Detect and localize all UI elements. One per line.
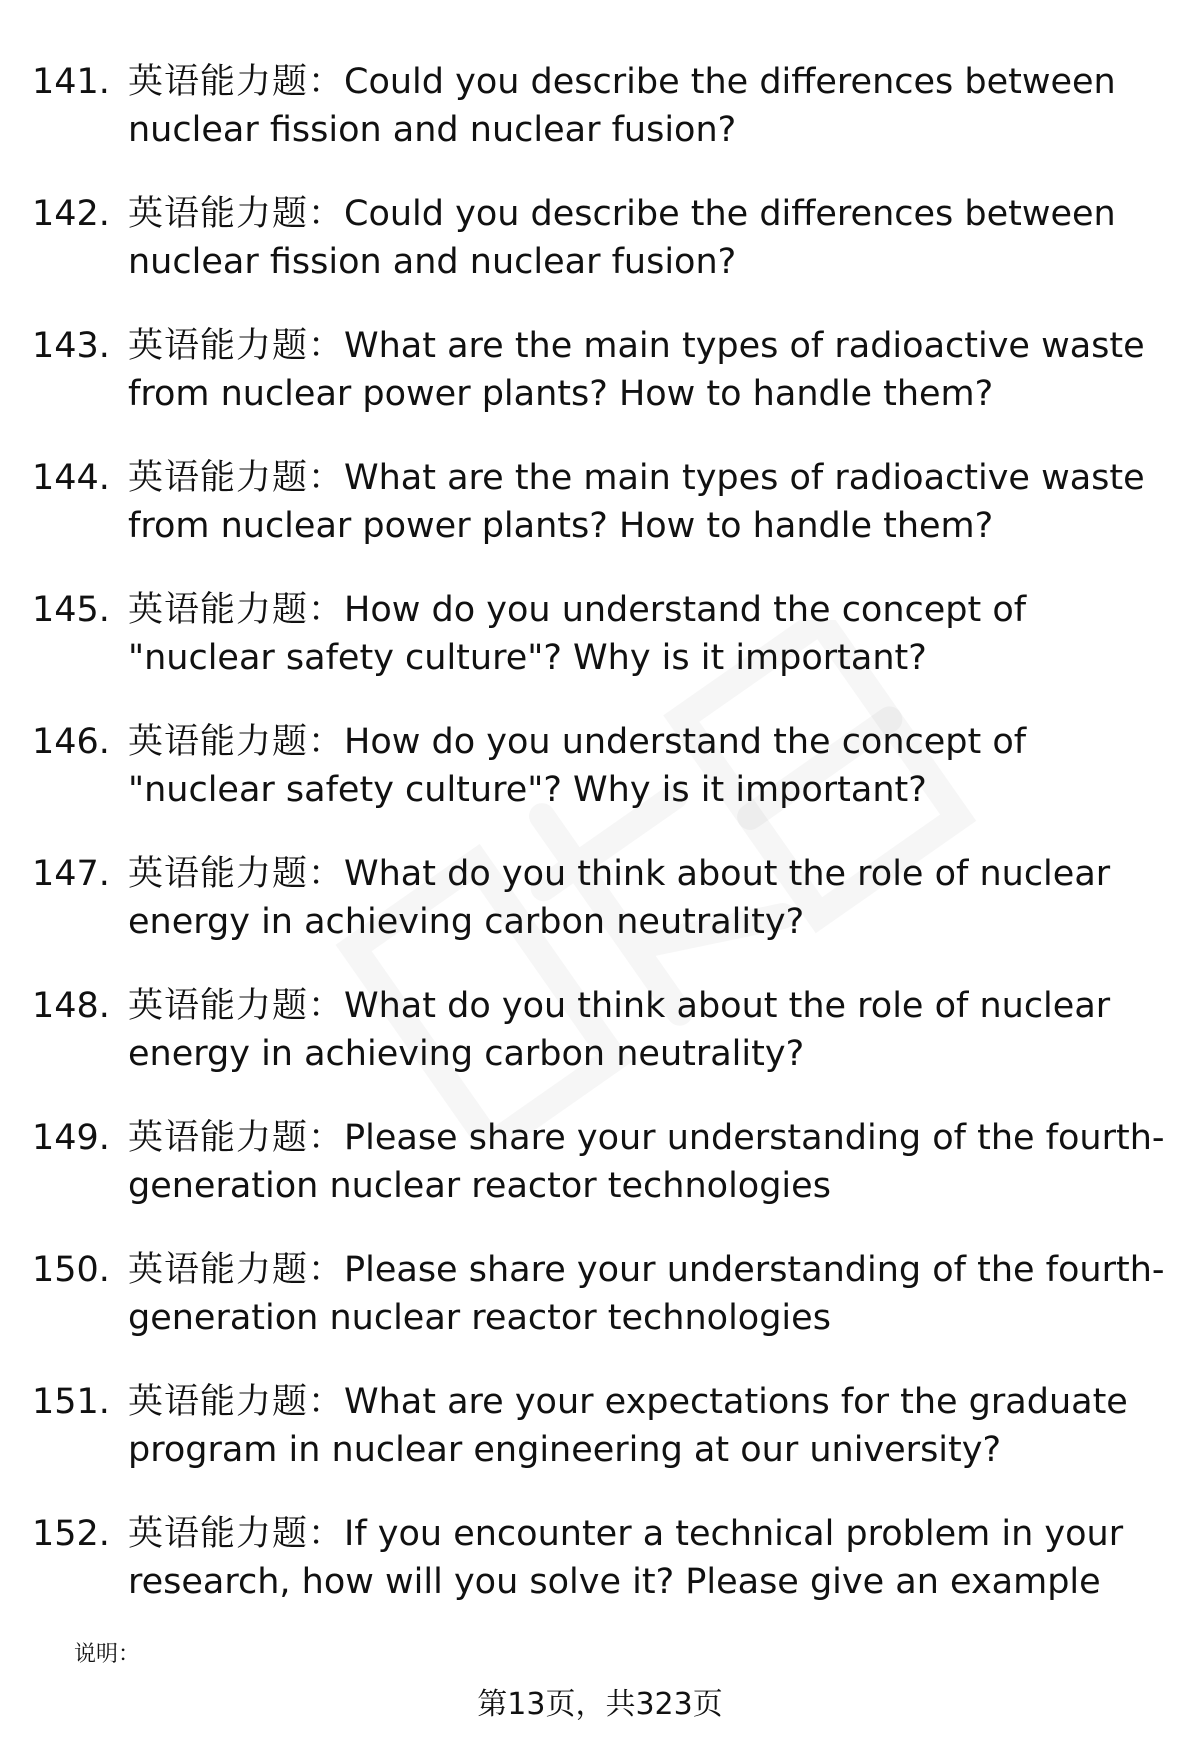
question-line-1 — [128, 850, 1168, 898]
question-label: 英语能力题： — [128, 854, 345, 894]
question-line-1-text: Please share your understanding of the fourth- — [344, 1118, 1165, 1158]
question-line-2: energy in achieving carbon neutrality? — [128, 902, 805, 942]
question-line-2: "nuclear safety culture"? Why is it important? — [128, 638, 927, 678]
question-label: 英语能力题： — [128, 986, 345, 1026]
question-number: 148. — [32, 986, 110, 1026]
question-line-1 — [128, 1510, 1168, 1558]
question-line-1-text: If you encounter a technical problem in your — [344, 1514, 1124, 1554]
page-number: 第13页，共323页 — [477, 1687, 723, 1722]
question-line-1 — [128, 586, 1168, 634]
question-text — [128, 1510, 1168, 1606]
question-label: 英语能力题： — [128, 1382, 345, 1422]
question-item — [0, 982, 1200, 1114]
question-label: 英语能力题： — [128, 1514, 345, 1554]
question-line-1-text: What are the main types of radioactive waste — [344, 458, 1145, 498]
question-line-2: research, how will you solve it? Please give an example — [128, 1562, 1101, 1602]
question-text — [128, 718, 1168, 814]
question-text — [128, 850, 1168, 946]
question-text — [128, 1378, 1168, 1474]
question-line-2: nuclear fission and nuclear fusion? — [128, 242, 737, 282]
question-line-2: program in nuclear engineering at our university? — [128, 1430, 1002, 1470]
question-text — [128, 190, 1168, 286]
question-list — [0, 58, 1200, 1642]
question-text — [128, 982, 1168, 1078]
question-line-1-text: What do you think about the role of nuclear — [344, 986, 1111, 1026]
question-line-1 — [128, 58, 1168, 106]
question-label: 英语能力题： — [128, 1250, 345, 1290]
question-line-1-text: Could you describe the differences between — [344, 194, 1116, 234]
question-item — [0, 322, 1200, 454]
question-number: 151. — [32, 1382, 110, 1422]
question-number: 141. — [32, 62, 110, 102]
question-item — [0, 1246, 1200, 1378]
question-line-2: generation nuclear reactor technologies — [128, 1166, 831, 1206]
question-line-2: generation nuclear reactor technologies — [128, 1298, 831, 1338]
question-line-1-text: Please share your understanding of the fourth- — [344, 1250, 1165, 1290]
question-text — [128, 58, 1168, 154]
question-line-2: from nuclear power plants? How to handle them? — [128, 374, 994, 414]
question-label: 英语能力题： — [128, 722, 345, 762]
question-label: 英语能力题： — [128, 194, 345, 234]
question-number: 149. — [32, 1118, 110, 1158]
question-label: 英语能力题： — [128, 62, 345, 102]
question-label: 英语能力题： — [128, 1118, 345, 1158]
question-label: 英语能力题： — [128, 326, 345, 366]
question-number: 143. — [32, 326, 110, 366]
question-line-1 — [128, 718, 1168, 766]
question-line-1-text: Could you describe the differences between — [344, 62, 1116, 102]
question-line-1 — [128, 982, 1168, 1030]
question-line-2: "nuclear safety culture"? Why is it important? — [128, 770, 927, 810]
question-item — [0, 1114, 1200, 1246]
notes-label: 说明： — [74, 1642, 141, 1667]
question-item — [0, 58, 1200, 190]
question-text — [128, 454, 1168, 550]
question-line-2: nuclear fission and nuclear fusion? — [128, 110, 737, 150]
question-number: 147. — [32, 854, 110, 894]
question-line-1 — [128, 322, 1168, 370]
question-line-1-text: How do you understand the concept of — [344, 590, 1027, 630]
question-line-1-text: What do you think about the role of nuclear — [344, 854, 1111, 894]
question-line-1 — [128, 190, 1168, 238]
question-text — [128, 1114, 1168, 1210]
question-line-1 — [128, 1114, 1168, 1162]
question-text — [128, 586, 1168, 682]
question-number: 152. — [32, 1514, 110, 1554]
question-line-1-text: What are your expectations for the graduate — [344, 1382, 1128, 1422]
question-label: 英语能力题： — [128, 458, 345, 498]
question-item — [0, 190, 1200, 322]
question-item — [0, 1378, 1200, 1510]
question-number: 145. — [32, 590, 110, 630]
question-item — [0, 454, 1200, 586]
question-item — [0, 1510, 1200, 1642]
question-item — [0, 586, 1200, 718]
question-line-1 — [128, 1246, 1168, 1294]
question-item — [0, 718, 1200, 850]
question-line-2: energy in achieving carbon neutrality? — [128, 1034, 805, 1074]
question-text — [128, 322, 1168, 418]
question-text — [128, 1246, 1168, 1342]
question-item — [0, 850, 1200, 982]
question-number: 142. — [32, 194, 110, 234]
question-line-1-text: How do you understand the concept of — [344, 722, 1027, 762]
question-line-1-text: What are the main types of radioactive waste — [344, 326, 1145, 366]
question-number: 146. — [32, 722, 110, 762]
question-label: 英语能力题： — [128, 590, 345, 630]
question-line-1 — [128, 454, 1168, 502]
question-number: 144. — [32, 458, 110, 498]
question-line-1 — [128, 1378, 1168, 1426]
question-number: 150. — [32, 1250, 110, 1290]
question-line-2: from nuclear power plants? How to handle them? — [128, 506, 994, 546]
